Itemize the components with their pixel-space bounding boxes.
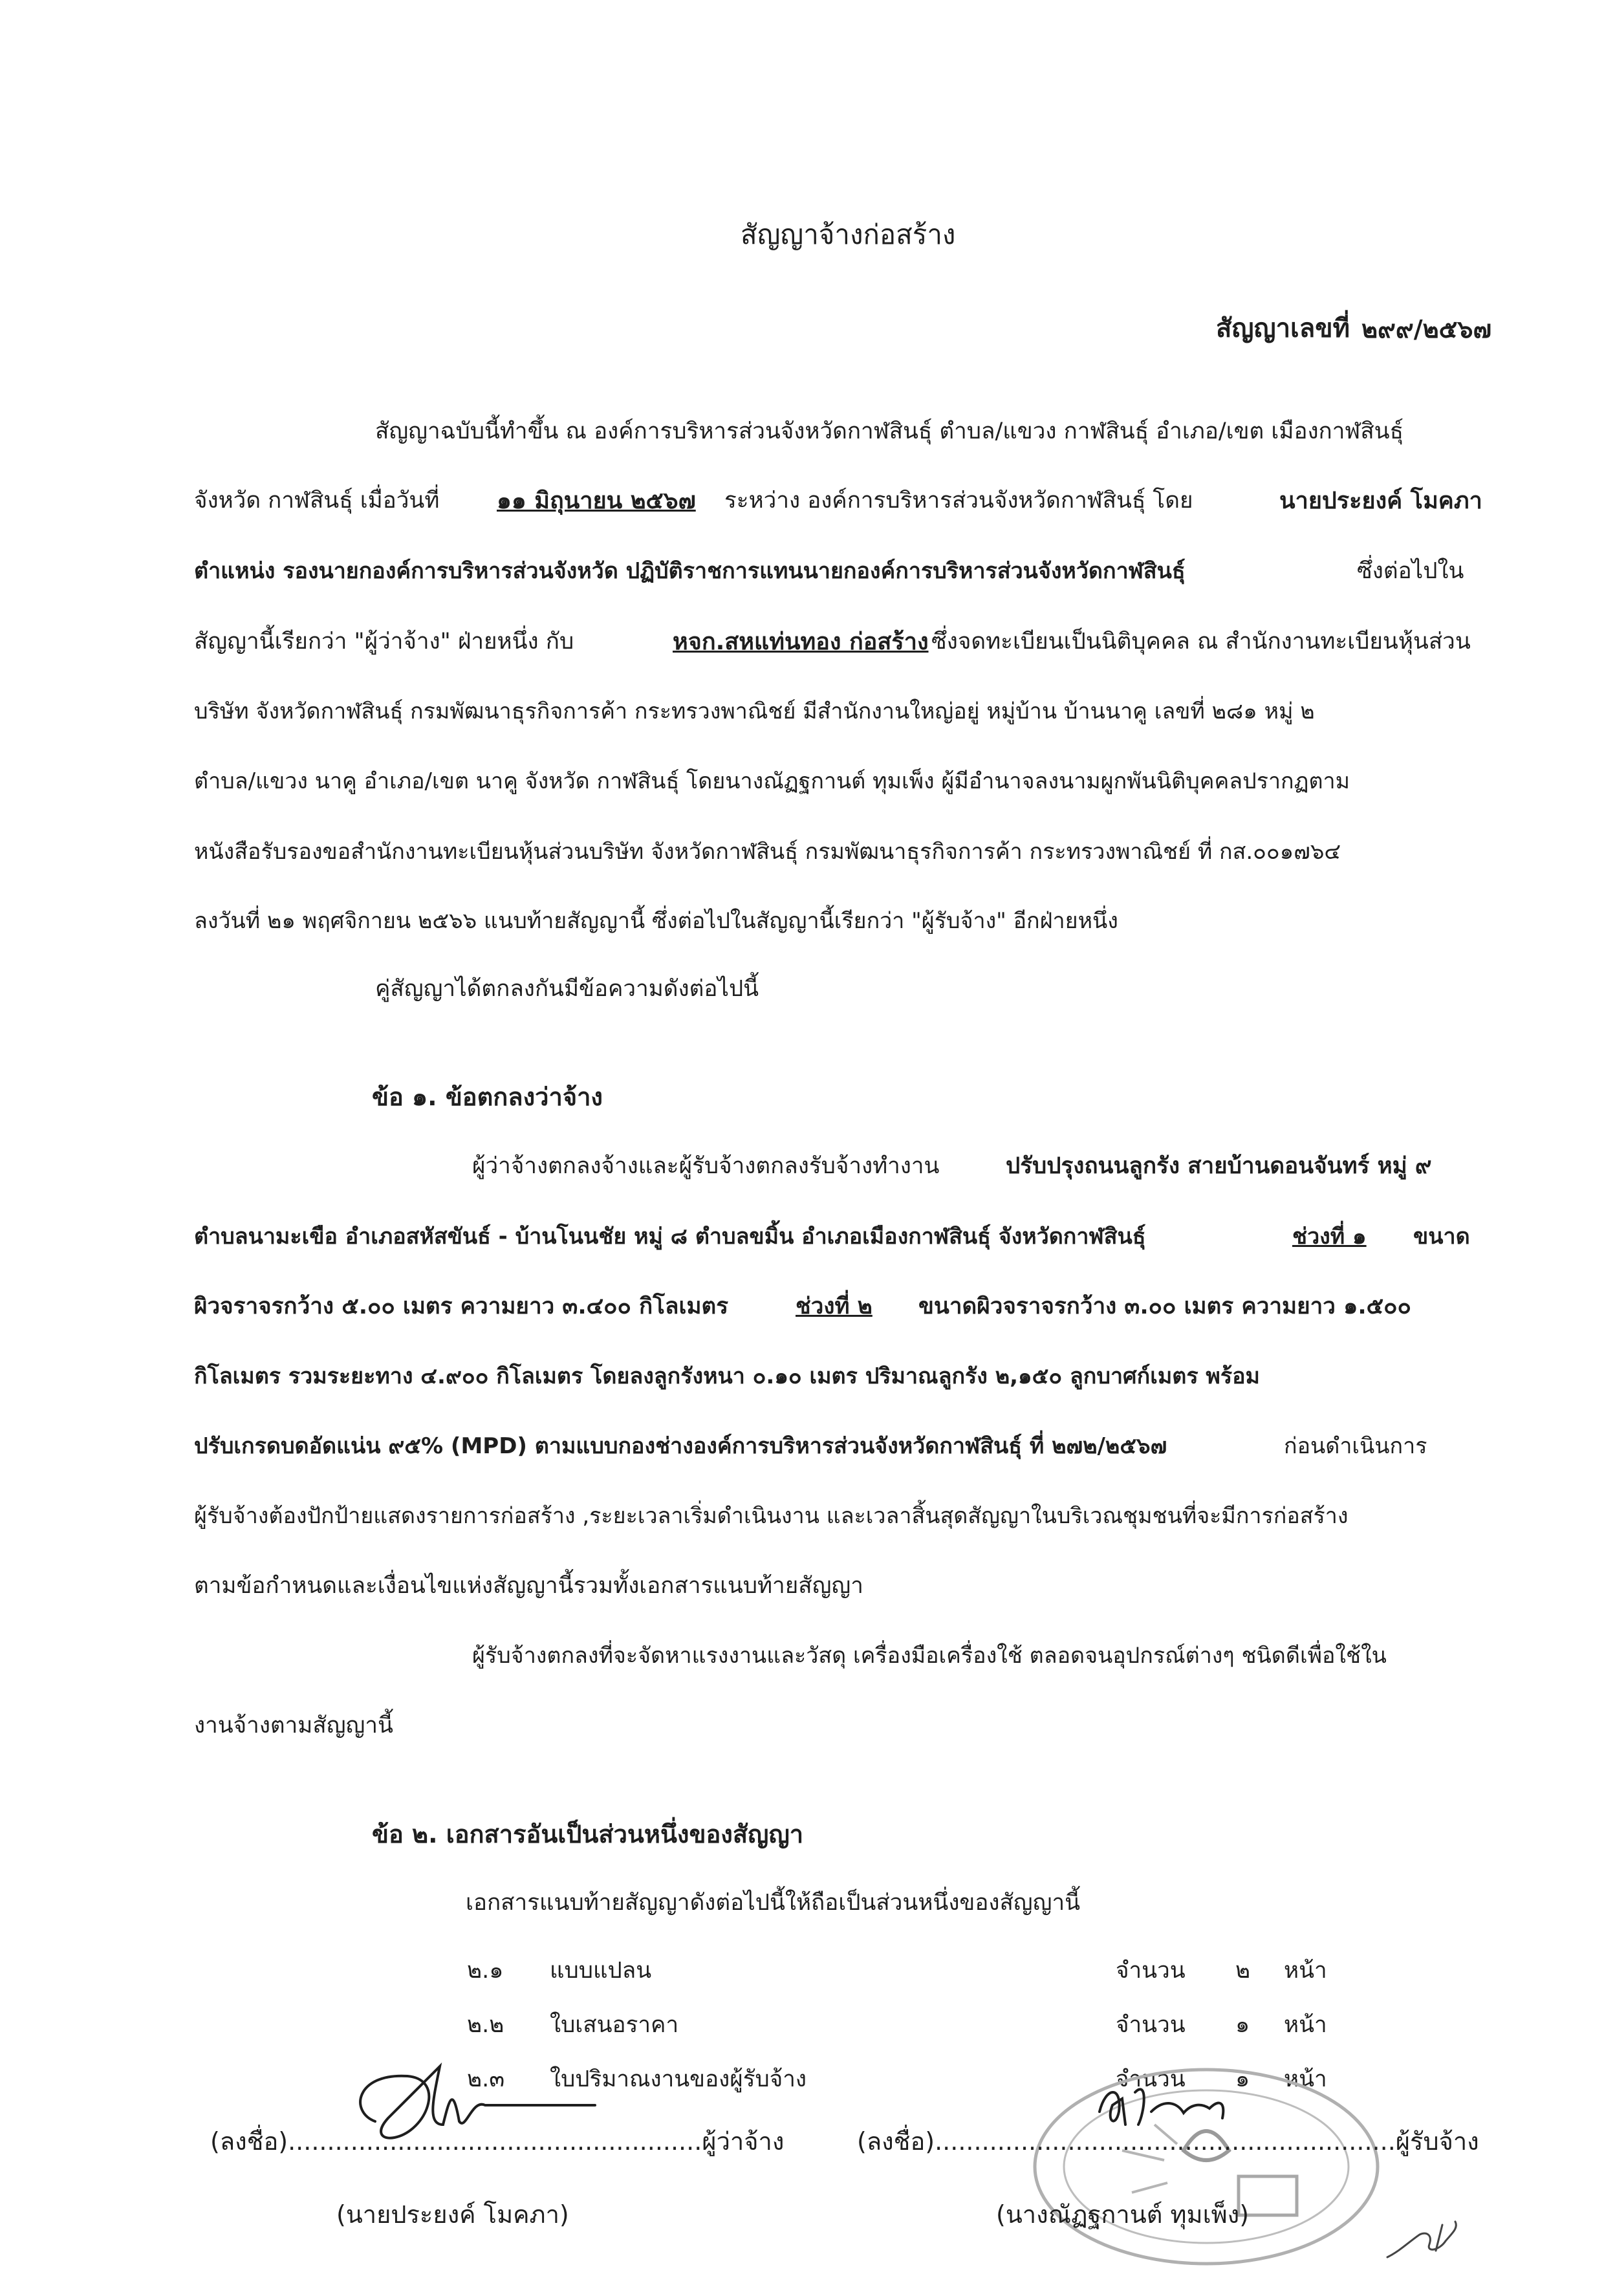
intro-line-5: บริษัท จังหวัดกาฬสินธุ์ กรมพัฒนาธุรกิจการค้า กระทรวงพาณิชย์ มีสำนักงานใหญ่อยู่ หมู่บ้าน บ้านนาคู เลขที่ ๒๘๑ หมู่ ๒ [194,699,1315,724]
clause-1-line-3a: ผิวจราจรกว้าง ๕.๐๐ เมตร ความยาว ๓.๔๐๐ กิโลเมตร [194,1294,729,1319]
intro-line-2b: ระหว่าง องค์การบริหารส่วนจังหวัดกาฬสินธุ์ โดย [724,488,1193,514]
clause-1-section-1: ช่วงที่ ๑ [1292,1224,1367,1250]
attachment-no: ๒.๓ [467,2066,505,2092]
clause-1-line-8: ผู้รับจ้างตกลงที่จะจัดหาแรงงานและวัสดุ เครื่องมือเครื่องใช้ ตลอดจนอุปกรณ์ต่างๆ ชนิดดีเพื่อใช้ใน [472,1643,1387,1669]
clause-1-heading: ข้อ ๑. ข้อตกลงว่าจ้าง [372,1083,603,1111]
employer-position: ตำแหน่ง รองนายกองค์การบริหารส่วนจังหวัด ปฏิบัติราชการแทนนายกองค์การบริหารส่วนจังหวัดกาฬสินธุ์ [194,558,1186,584]
attachment-no: ๒.๒ [467,2012,504,2038]
attachment-unit: หน้า [1284,2066,1327,2092]
employer-representative: นายประยงค์ โมคภา [1279,488,1482,514]
intro-line-3b: ซึ่งต่อไปใน [1357,558,1464,584]
attachment-qty: ๒ [1235,1958,1251,1984]
intro-line-7: หนังสือรับรองขอสำนักงานทะเบียนหุ้นส่วนบริษัท จังหวัดกาฬสินธุ์ กรมพัฒนาธุรกิจการค้า กระทรวงพาณิชย์ ที่ กส.๐๐๑๗๖๔ [194,839,1341,865]
contract-date: ๑๑ มิถุนายน ๒๕๖๗ [497,488,696,514]
clause-1-line-9: งานจ้างตามสัญญานี้ [194,1713,393,1738]
intro-line-1: สัญญาฉบับนี้ทำขึ้น ณ องค์การบริหารส่วนจังหวัดกาฬสินธุ์ ตำบล/แขวง กาฬสินธุ์ อำเภอ/เขต เมืองกาฬสินธุ์ [375,418,1404,444]
contract-number: ๒๙๙/๒๕๖๗ [1361,315,1492,343]
attachment-unit: หน้า [1284,1958,1327,1984]
clause-1-line-6: ผู้รับจ้างต้องปักป้ายแสดงรายการก่อสร้าง ,ระยะเวลาเริ่มดำเนินงาน และเวลาสิ้นสุดสัญญาในบริเวณชุมชนที่จะมีการก่อสร้าง [194,1503,1349,1529]
attachment-name: แบบแปลน [550,1958,652,1984]
clause-1-line-1a: ผู้ว่าจ้างตกลงจ้างและผู้รับจ้างตกลงรับจ้างทำงาน [472,1153,940,1179]
clause-1-line-7: ตามข้อกำหนดและเงื่อนไขแห่งสัญญานี้รวมทั้งเอกสารแนบท้ายสัญญา [194,1573,863,1599]
attachment-qty-label: จำนวน [1116,2012,1186,2038]
contractor-signer-name: (นางณัฏฐกานต์ ทุมเพ็ง) [996,2200,1250,2229]
clause-1-line-5a: ปรับเกรดบดอัดแน่น ๙๕% (MPD) ตามแบบกองช่างองค์การบริหารส่วนจังหวัดกาฬสินธุ์ ที่ ๒๗๒/๒๕๖๗ [194,1433,1167,1459]
clause-1-line-3c: ขนาดผิวจราจรกว้าง ๓.๐๐ เมตร ความยาว ๑.๕๐๐ [918,1294,1411,1319]
clause-2-intro: เอกสารแนบท้ายสัญญาดังต่อไปนี้ให้ถือเป็นส่วนหนึ่งของสัญญานี้ [466,1890,1081,1916]
attachment-qty-label: จำนวน [1116,1958,1186,1984]
contractor-signature-line: (ลงชื่อ)...........................................................ผู้รับจ้าง [857,2127,1479,2156]
clause-1-line-2a: ตำบลนามะเขือ อำเภอสหัสขันธ์ - บ้านโนนชัย หมู่ ๘ ตำบลขมิ้น อำเภอเมืองกาฬสินธุ์ จังหวัดกาฬสินธุ์ [194,1224,1146,1250]
intro-line-8: ลงวันที่ ๒๑ พฤศจิกายน ๒๕๖๖ แนบท้ายสัญญานี้ ซึ่งต่อไปในสัญญานี้เรียกว่า "ผู้รับจ้าง" อีกฝ่ายหนึ่ง [194,908,1118,934]
clause-1-line-2c: ขนาด [1413,1224,1470,1250]
attachment-qty-label: จำนวน [1116,2066,1186,2092]
document-title: สัญญาจ้างก่อสร้าง [741,219,956,250]
attachment-name: ใบเสนอราคา [550,2012,679,2038]
intro-line-4a: สัญญานี้เรียกว่า "ผู้ว่าจ้าง" ฝ่ายหนึ่ง กับ [194,629,574,655]
attachment-unit: หน้า [1284,2012,1327,2038]
clause-2-heading: ข้อ ๒. เอกสารอันเป็นส่วนหนึ่งของสัญญา [372,1820,804,1848]
intro-line-4b: ซึ่งจดทะเบียนเป็นนิติบุคคล ณ สำนักงานทะเบียนหุ้นส่วน [931,629,1471,655]
employer-signature-line: (ลงชื่อ).....................................................ผู้ว่าจ้าง [210,2127,785,2156]
clause-1-line-4: กิโลเมตร รวมระยะทาง ๔.๙๐๐ กิโลเมตร โดยลงลูกรังหนา ๐.๑๐ เมตร ปริมาณลูกรัง ๒,๑๕๐ ลูกบาศก์เมตร พร้อม [194,1363,1260,1389]
attachment-no: ๒.๑ [467,1958,504,1984]
contractor-name: หจก.สหแท่นทอง ก่อสร้าง [673,629,929,655]
attachment-qty: ๑ [1235,2012,1250,2038]
initials-mark [1381,2215,1465,2264]
intro-line-9: คู่สัญญาได้ตกลงกันมีข้อความดังต่อไปนี้ [375,976,759,1002]
employer-signer-name: (นายประยงค์ โมคภา) [336,2200,569,2229]
intro-line-2a: จังหวัด กาฬสินธุ์ เมื่อวันที่ [194,488,440,514]
attachment-qty: ๑ [1235,2066,1250,2092]
clause-1-section-2: ช่วงที่ ๒ [796,1294,872,1319]
attachment-name: ใบปริมาณงานของผู้รับจ้าง [550,2066,807,2092]
clause-1-line-5b: ก่อนดำเนินการ [1284,1433,1427,1459]
employer-signature [343,2290,349,2296]
intro-line-6: ตำบล/แขวง นาคู อำเภอ/เขต นาคู จังหวัด กาฬสินธุ์ โดยนางณัฏฐกานต์ ทุมเพ็ง ผู้มีอำนาจลงนามผูกพันนิติบุคคลปรากฏตาม [194,768,1350,794]
contract-number-label: สัญญาเลขที่ [1216,314,1350,343]
clause-1-project-name: ปรับปรุงถนนลูกรัง สายบ้านดอนจันทร์ หมู่ ๙ [1006,1153,1432,1179]
